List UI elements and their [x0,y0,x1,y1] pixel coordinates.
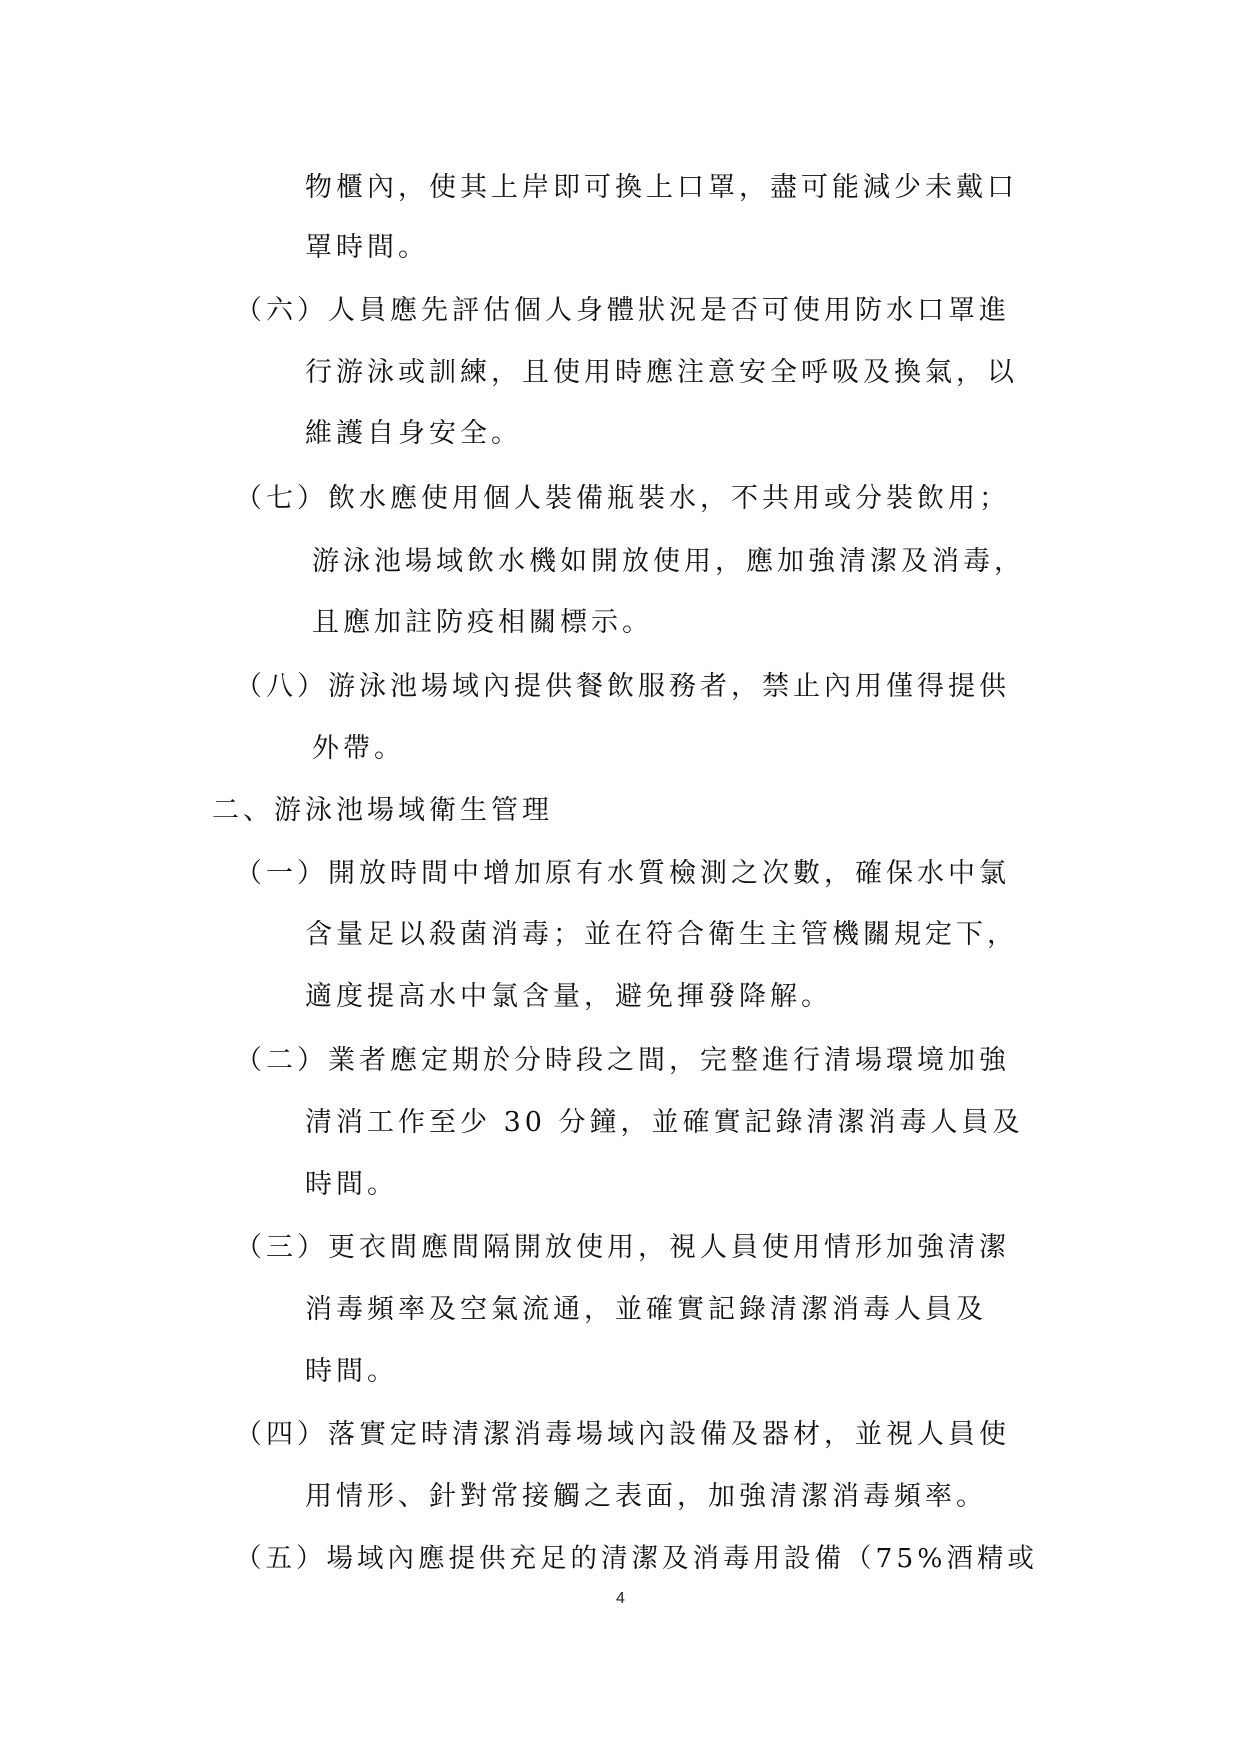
text-line: 維護自身安全。 [305,418,522,449]
text-line: 時間。 [305,1169,398,1200]
text-line: 消毒頻率及空氣流通，並確實記錄清潔消毒人員及 [305,1294,987,1325]
list-item-three: （三）更衣間應間隔開放使用，視人員使用情形加強清潔 [235,1232,1010,1263]
text-line: 適度提高水中氯含量，避免揮發降解。 [305,981,832,1012]
text-line: 清消工作至少 30 分鐘，並確實記錄清潔消毒人員及 [305,1107,1024,1138]
text-line: 罩時間。 [305,232,429,263]
text-line: 行游泳或訓練，且使用時應注意安全呼吸及換氣，以 [305,357,1018,388]
text-line: 時間。 [305,1356,398,1387]
page-number: 4 [616,1590,625,1607]
section-heading: 二、游泳池場域衛生管理 [212,795,553,826]
text-line: 物櫃內，使其上岸即可換上口罩，盡可能減少未戴口 [305,172,1018,203]
text-line: 外帶。 [312,733,405,764]
list-item-two: （二）業者應定期於分時段之間，完整進行清場環境加強 [235,1045,1010,1076]
text-line: 含量足以殺菌消毒；並在符合衛生主管機關規定下， [305,919,1018,950]
text-line: 游泳池場域飲水機如開放使用，應加強清潔及消毒， [312,546,1025,577]
text-line: 用情形、針對常接觸之表面，加強清潔消毒頻率。 [305,1481,987,1512]
list-item-eight: （八）游泳池場域內提供餐飲服務者，禁止內用僅得提供 [235,671,1010,702]
list-item-five: （五）場域內應提供充足的清潔及消毒用設備（75%酒精或 [235,1543,1038,1574]
list-item-seven: （七）飲水應使用個人裝備瓶裝水，不共用或分裝飲用； [235,483,1010,514]
text-line: 且應加註防疫相關標示。 [312,607,653,638]
list-item-four: （四）落實定時清潔消毒場域內設備及器材，並視人員使 [235,1419,1010,1450]
list-item-six: （六）人員應先評估個人身體狀況是否可使用防水口罩進 [235,295,1010,326]
list-item-one: （一）開放時間中增加原有水質檢測之次數，確保水中氯 [235,858,1010,889]
